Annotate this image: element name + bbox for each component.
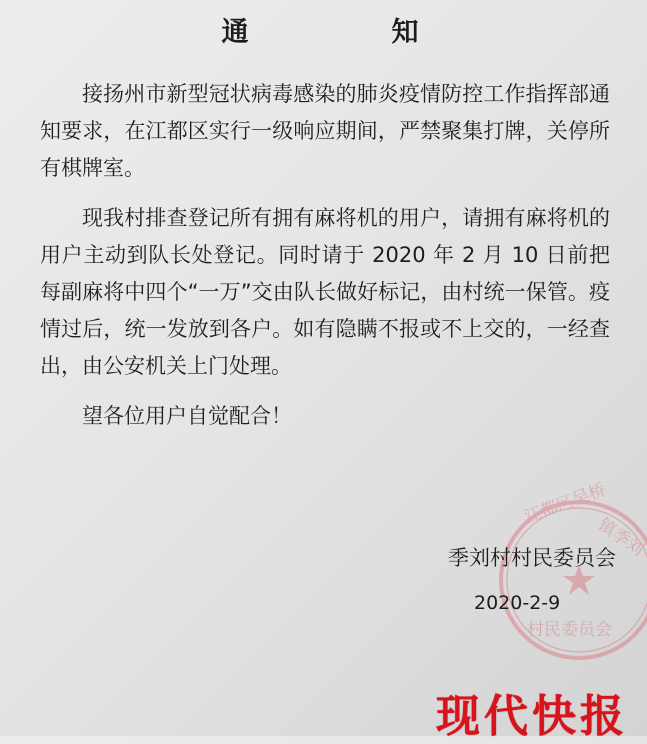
paragraph-1: 接扬州市新型冠状病毒感染的肺炎疫情防控工作指挥部通知要求，在江都区实行一级响应期间，严禁聚集打牌，关停所有棋牌室。 xyxy=(40,82,610,180)
notice-title: 通 知 xyxy=(221,17,477,48)
signature-committee: 季刘村村民委员会 xyxy=(448,546,616,570)
notice-body xyxy=(40,76,610,448)
paragraph-2: 现我村排查登记所有拥有麻将机的用户，请拥有麻将机的用户主动到队长处登记。同时请于 2020 年 2 月 10 日前把每副麻将中四个“一万”交由队长做好标记，由村统一保管。疫情过后，统一发放到各户。如有隐瞒不报或不上交的，一经查出，由公安机关上门处理。 xyxy=(40,206,610,378)
svg-text:江都区吴桥: 江都区吴桥 xyxy=(521,479,609,528)
svg-text:村民委员会: 村民委员会 xyxy=(527,620,612,640)
official-seal-icon xyxy=(497,479,647,665)
paragraph-3: 望各位用户自觉配合！ xyxy=(82,404,292,428)
watermark-logo: 现代快报 xyxy=(436,691,628,742)
svg-text:镇季刘: 镇季刘 xyxy=(594,514,647,561)
notice-date: 2020-2-9 xyxy=(474,592,561,614)
